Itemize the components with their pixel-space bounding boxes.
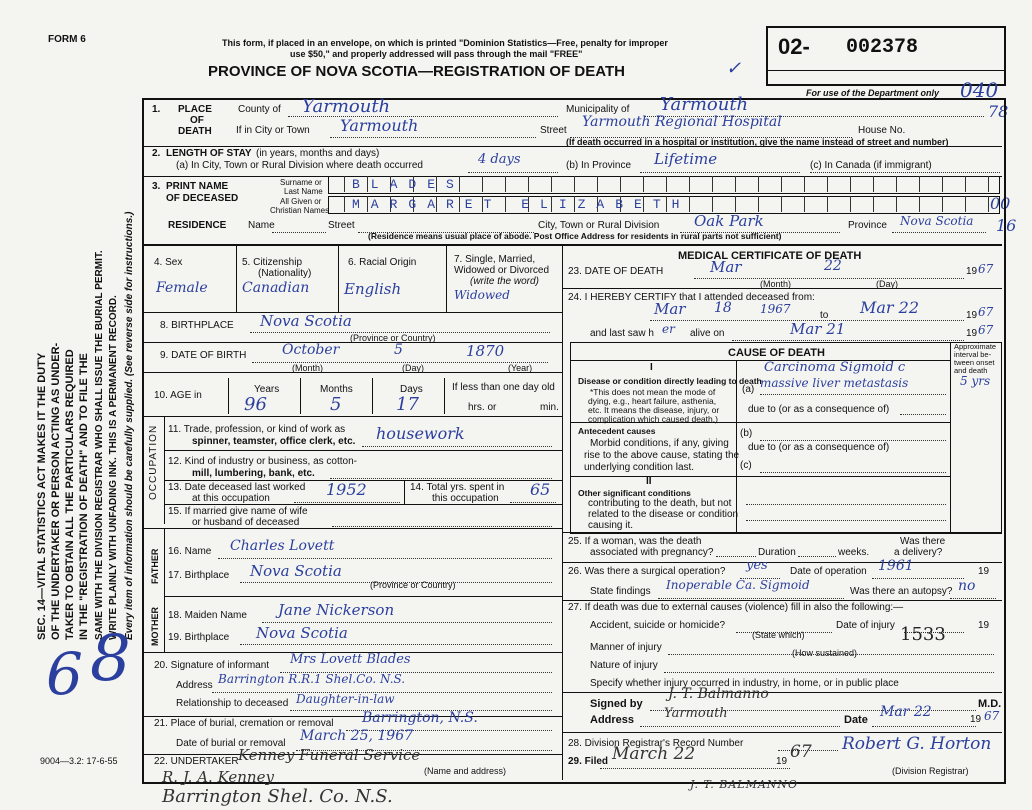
surname-label-1: Surname or <box>280 178 322 187</box>
birthplace-note: (Province or Country) <box>350 333 436 343</box>
cert-year-value[interactable]: 67 <box>984 709 1000 723</box>
age-less-label: If less than one day old <box>452 382 555 393</box>
filed-date[interactable]: March 22 <box>612 744 696 764</box>
q13-label-1: 13. Date deceased last worked <box>168 482 306 493</box>
residence-division-value[interactable]: Oak Park <box>694 212 764 230</box>
filed-year[interactable]: 67 <box>790 742 812 762</box>
age-months-value[interactable]: 5 <box>330 394 342 415</box>
stay-a-value[interactable]: 4 days <box>478 152 521 167</box>
father-birthplace-value[interactable]: Nova Scotia <box>250 562 342 580</box>
death-month-note: (Month) <box>760 279 792 289</box>
dept-use-label: For use of the Department only <box>806 88 940 98</box>
age-days-value[interactable]: 17 <box>396 394 419 415</box>
filed-label: 29. Filed <box>568 756 609 767</box>
father-name-value[interactable]: Charles Lovett <box>230 538 335 554</box>
place-label-2: OF <box>190 115 204 126</box>
print-code: 9004—3.2: 17-6-55 <box>40 756 118 766</box>
alive-year-prefix: 19 <box>966 328 978 339</box>
father-name-label: 16. Name <box>168 546 212 557</box>
envelope-note-1: This form, if placed in an envelope, on which is printed "Dominion Statistics—Free, penalty for improper <box>222 38 668 48</box>
attended-to-year-prefix: 19 <box>966 310 978 321</box>
other-note-2: related to the disease or condition <box>588 509 739 520</box>
house-label: House No. <box>858 125 906 136</box>
side-instruction-3: TAKER TO OBTAIN ALL THE PARTICULARS REQUIRED <box>64 349 76 640</box>
name-num: 3. <box>152 181 161 192</box>
registrar-signature[interactable]: Robert G. Horton <box>842 734 992 754</box>
street-label: Street <box>540 125 567 136</box>
check-mark: ✓ <box>726 58 742 79</box>
place-num: 1. <box>152 104 161 115</box>
dob-year-note: (Year) <box>508 363 533 373</box>
state-which-note: (State which) <box>752 630 805 640</box>
cause-title: CAUSE OF DEATH <box>728 347 825 359</box>
attended-from-year[interactable]: 1967 <box>760 302 791 316</box>
record-number-label: 28. Division Registrar's Record Number <box>568 738 744 749</box>
registrar-note: (Division Registrar) <box>892 766 969 776</box>
residence-street-label: Street <box>328 220 355 231</box>
residence-province-label: Province <box>848 220 887 231</box>
external-causes-label: 27. If death was due to external causes (violence) fill in also the following:— <box>568 602 904 613</box>
burial-place-label: 21. Place of burial, cremation or removal <box>154 718 334 729</box>
racial-label: 6. Racial Origin <box>348 257 417 268</box>
md-label: M.D. <box>978 698 1002 710</box>
dob-day-note: (Day) <box>402 363 424 373</box>
father-birthplace-note: (Province or Country) <box>370 580 456 590</box>
hospital-note: (If death occurred in a hospital or institution, give the name instead of street and number) <box>566 137 949 147</box>
q15-label-1: 15. If married give name of wife <box>168 506 308 517</box>
cert-address-label: Address <box>590 714 635 726</box>
q13-value[interactable]: 1952 <box>326 480 367 499</box>
stay-b-value[interactable]: Lifetime <box>654 150 718 168</box>
q12-label-1: 12. Kind of industry or business, as cotton- <box>168 456 357 467</box>
reg-prefix: 02- <box>778 34 810 59</box>
immediate-note-4: complication which caused death.) <box>588 414 718 424</box>
informant-address-label: Address <box>176 680 213 691</box>
side-instruction-4: IN THE "REGISTRATION OF DEATH" AND TO FILE THE <box>78 353 90 640</box>
alive-on-label: alive on <box>690 328 725 339</box>
residence-division-label: City, Town or Rural Division <box>538 220 660 231</box>
stay-b-label: (b) In Province <box>566 160 632 171</box>
cause-a-line-1[interactable]: Carcinoma Sigmoid c <box>764 360 906 375</box>
cert-date-label: Date <box>844 714 868 726</box>
attended-to-year[interactable]: 67 <box>978 305 994 319</box>
side-instruction-6: WRITE PLAINLY WITH UNFADING INK. THIS IS A PERMANENT RECORD. <box>108 295 119 640</box>
interval-label-2: interval be- <box>954 350 992 359</box>
other-conditions-label: Other significant conditions <box>578 488 691 498</box>
age-min-label: min. <box>540 402 559 413</box>
interval-label-3: tween onset <box>954 358 995 367</box>
date-of-death-label: 23. DATE OF DEATH <box>568 266 664 277</box>
city-value[interactable]: Yarmouth <box>340 116 419 135</box>
mother-name-label: 18. Maiden Name <box>168 610 247 621</box>
death-day-note: (Day) <box>876 279 898 289</box>
undertaker-stamp-2: Barrington Shel. Co. N.S. <box>162 786 393 807</box>
age-hrs-label: hrs. or <box>468 402 497 413</box>
death-day[interactable]: 22 <box>824 258 842 274</box>
marital-label-1: 7. Single, Married, <box>454 254 536 265</box>
dept-code-1: 040 <box>960 78 999 102</box>
interval-a-value[interactable]: 5 yrs <box>960 374 991 388</box>
burial-date-label: Date of burial or removal <box>176 738 286 749</box>
age-years-value[interactable]: 96 <box>244 394 267 415</box>
margin-mark-8: 8 <box>90 622 131 696</box>
stay-label: LENGTH OF STAY <box>166 148 252 159</box>
nature-label: Nature of injury <box>590 660 658 671</box>
marital-label-3: (write the word) <box>470 276 539 287</box>
cause-a-label: (a) <box>742 384 755 395</box>
father-side-label: FATHER <box>150 548 160 584</box>
mother-side-label: MOTHER <box>150 607 160 646</box>
father-birthplace-label: 17. Birthplace <box>168 570 230 581</box>
attended-from-day[interactable]: 18 <box>714 300 732 316</box>
given-value[interactable]: MARGARET ELIZABETH <box>352 197 691 212</box>
death-month[interactable]: Mar <box>710 258 742 276</box>
age-label: 10. AGE in <box>154 390 202 401</box>
antecedent-note-1: Morbid conditions, if any, giving <box>590 438 729 449</box>
death-year[interactable]: 67 <box>978 262 994 276</box>
q14-label-2: this occupation <box>432 493 499 504</box>
q14-value[interactable]: 65 <box>530 480 551 499</box>
residence-province-value[interactable]: Nova Scotia <box>900 214 974 228</box>
stay-c-label: (c) In Canada (if immigrant) <box>810 160 932 171</box>
q13-label-2: at this occupation <box>192 493 270 504</box>
q14-label-1: 14. Total yrs. spent in <box>410 482 505 493</box>
name-label-2: OF DECEASED <box>166 193 239 204</box>
stay-a-label: (a) In City, Town or Rural Division where death occurred <box>176 160 423 171</box>
operation-label: 26. Was there a surgical operation? <box>568 566 726 577</box>
side-instruction-1: SEC. 14—VITAL STATISTICS ACT MAKES IT THE DUTY <box>36 352 48 640</box>
birthplace-value[interactable]: Nova Scotia <box>260 312 352 330</box>
side-instruction-5: SAME WITH THE DIVISION REGISTRAR WHO SHALL ISSUE THE BURIAL PERMIT. <box>94 250 105 640</box>
side-instruction-2: OF THE UNDERTAKER OR PERSON ACTING AS UNDER- <box>50 342 62 640</box>
undertaker-label: 22. UNDERTAKER <box>154 756 239 767</box>
residence-label: RESIDENCE <box>168 220 227 231</box>
envelope-note-2: use $50," and properly addressed will pass through the mail "FREE" <box>290 49 583 59</box>
reg-number: 002378 <box>846 36 919 59</box>
manner-label: Manner of injury <box>590 642 662 653</box>
dept-code-2: 78 <box>988 102 1009 121</box>
relationship-value[interactable]: Daughter-in-law <box>296 692 395 706</box>
name-label-1: PRINT NAME <box>166 181 229 192</box>
q15-label-2: or husband of deceased <box>192 517 300 528</box>
immediate-note-2: dying, e.g., heart failure, asthenia, <box>588 396 717 406</box>
cert-address-value[interactable]: Yarmouth <box>664 706 728 721</box>
autopsy-label: Was there an autopsy? <box>850 586 953 597</box>
duration-label: Duration <box>758 547 796 558</box>
specify-label: Specify whether injury occurred in industry, in home, or in public place <box>590 678 899 689</box>
antecedent-label: Antecedent causes <box>578 426 656 436</box>
last-saw-label: and last saw h <box>590 328 654 339</box>
citizenship-note: (Nationality) <box>258 268 312 279</box>
surname-label-2: Last Name <box>284 187 323 196</box>
dob-year[interactable]: 1870 <box>466 342 505 360</box>
age-days-label: Days <box>400 384 423 395</box>
mother-birthplace-value[interactable]: Nova Scotia <box>256 624 348 642</box>
stay-label-note: (in years, months and days) <box>256 148 380 159</box>
occupation-side-label: OCCUPATION <box>148 424 159 500</box>
place-label-3: DEATH <box>178 126 212 137</box>
cause-c-label: (c) <box>740 460 752 471</box>
weeks-label: weeks. <box>838 547 870 558</box>
due-to-b: due to (or as a consequence of) <box>748 442 890 453</box>
street-value[interactable]: Yarmouth Regional Hospital <box>582 114 782 130</box>
mother-birthplace-label: 19. Birthplace <box>168 632 230 643</box>
q11-label-1: 11. Trade, profession, or kind of work as <box>168 424 346 435</box>
burial-date-value[interactable]: March 25, 1967 <box>300 728 414 744</box>
surname-value[interactable]: BLADES <box>352 177 465 192</box>
cert-year-prefix: 19 <box>970 714 982 725</box>
age-years-label: Years <box>254 384 280 395</box>
dob-month[interactable]: October <box>282 342 340 358</box>
part-1-label: I <box>650 362 653 373</box>
citizenship-value[interactable]: Canadian <box>242 280 310 296</box>
medical-title: MEDICAL CERTIFICATE OF DEATH <box>678 250 862 262</box>
municipality-label: Municipality of <box>566 104 630 115</box>
how-sustained-note: (How sustained) <box>792 648 858 658</box>
cause-b-label: (b) <box>740 428 753 439</box>
findings-label: State findings <box>590 586 651 597</box>
city-label: If in City or Town <box>236 125 310 136</box>
birthplace-label: 8. BIRTHPLACE <box>160 320 234 331</box>
attended-to-label: to <box>820 310 829 321</box>
alive-on-date[interactable]: Mar 21 <box>790 320 846 338</box>
registrar-stamp: J. T. BALMANNO <box>690 778 799 791</box>
side-instruction-7: Every item of information should be carefully supplied. (See reverse side for instructions.) <box>124 211 135 640</box>
county-label: County of <box>238 104 281 115</box>
marital-label-2: Widowed or Divorced <box>454 265 550 276</box>
form-title: PROVINCE OF NOVA SCOTIA—REGISTRATION OF DEATH <box>208 63 625 80</box>
interval-label-1: Approximate <box>954 342 997 351</box>
informant-address[interactable]: Barrington R.R.1 Shel.Co. N.S. <box>218 672 406 686</box>
informant-signature[interactable]: Mrs Lovett Blades <box>290 652 411 667</box>
immediate-note-3: etc. It means the disease, injury, or <box>588 405 720 415</box>
given-label-1: All Given or <box>280 197 322 206</box>
q12-label-2: mill, lumbering, bank, etc. <box>192 468 315 479</box>
q25-label-2: associated with pregnancy? <box>590 547 714 558</box>
death-year-prefix: 19 <box>966 266 978 277</box>
undertaker-value[interactable]: Kenney Funeral Service <box>238 746 421 764</box>
relationship-label: Relationship to deceased <box>176 698 289 709</box>
attended-from-month[interactable]: Mar <box>654 300 686 318</box>
interval-label-4: and death <box>954 366 988 375</box>
operation-value[interactable]: yes <box>746 558 768 573</box>
given-label-2: Christian Names <box>270 206 330 215</box>
q11-value[interactable]: housework <box>376 424 465 443</box>
dob-month-note: (Month) <box>292 363 324 373</box>
signed-by-label: Signed by <box>590 698 643 710</box>
dept-code-4: 16 <box>996 216 1017 235</box>
burial-place-value[interactable]: Barrington, N.S. <box>362 710 478 726</box>
immediate-cause-label: Disease or condition directly leading to death <box>578 376 762 386</box>
other-note-3: causing it. <box>588 520 634 531</box>
dob-label: 9. DATE OF BIRTH <box>160 350 247 361</box>
sex-label: 4. Sex <box>154 257 183 268</box>
municipality-value[interactable]: Yarmouth <box>660 94 749 115</box>
due-to-a: due to (or as a consequence of) <box>748 404 890 415</box>
marital-value[interactable]: Widowed <box>454 288 510 302</box>
operation-year-prefix: 19 <box>978 566 990 577</box>
reg-box-divider <box>766 70 1004 71</box>
autopsy-value[interactable]: no <box>958 578 976 594</box>
sex-value[interactable]: Female <box>156 280 208 296</box>
dept-code-3: 00 <box>990 194 1011 213</box>
cause-a-line-2[interactable]: massive liver metastasis <box>760 376 909 390</box>
residence-name-label: Name <box>248 220 275 231</box>
delivery-label-1: Was there <box>900 536 946 547</box>
immediate-note-1: *This does not mean the mode of <box>590 387 716 397</box>
delivery-label-2: a delivery? <box>894 547 943 558</box>
accident-label: Accident, suicide or homicide? <box>590 620 726 631</box>
findings-value[interactable]: Inoperable Ca. Sigmoid <box>666 578 810 592</box>
citizenship-label: 5. Citizenship <box>242 257 303 268</box>
antecedent-note-3: underlying condition last. <box>584 462 695 473</box>
stay-num: 2. <box>152 148 161 159</box>
operation-date-value[interactable]: 1961 <box>878 558 914 574</box>
injury-year-prefix: 19 <box>978 620 990 631</box>
residence-note: (Residence means usual place of abode. Post Office Address for residents in rural parts not sufficient) <box>368 231 782 241</box>
filed-year-prefix: 19 <box>776 756 788 767</box>
alive-year[interactable]: 67 <box>978 323 994 337</box>
operation-date-label: Date of operation <box>790 566 867 577</box>
manner-code[interactable]: 1533 <box>900 624 946 645</box>
cert-date-value[interactable]: Mar 22 <box>880 704 932 720</box>
attended-to-date[interactable]: Mar 22 <box>860 298 920 317</box>
antecedent-note-2: rise to the above cause, stating the <box>584 450 740 461</box>
dob-day[interactable]: 5 <box>394 342 403 358</box>
part-2-label: II <box>646 476 652 487</box>
q25-label-1: 25. If a woman, was the death <box>568 536 702 547</box>
age-months-label: Months <box>320 384 353 395</box>
last-saw-suffix[interactable]: er <box>662 322 675 336</box>
q11-label-2: spinner, teamster, office clerk, etc. <box>192 436 356 447</box>
undertaker-note: (Name and address) <box>424 766 507 776</box>
attended-label: 24. I HEREBY CERTIFY that I attended deceased from: <box>568 292 815 303</box>
form-number: FORM 6 <box>48 34 86 45</box>
injury-date-label: Date of injury <box>836 620 895 631</box>
informant-label: 20. Signature of informant <box>154 660 270 671</box>
other-note-1: contributing to the death, but not <box>588 498 732 509</box>
signed-by-value[interactable]: J. T. Balmanno <box>668 686 769 702</box>
mother-name-value[interactable]: Jane Nickerson <box>278 601 395 619</box>
county-value[interactable]: Yarmouth <box>302 96 391 117</box>
racial-value[interactable]: English <box>344 280 402 298</box>
place-label-1: PLACE <box>178 104 212 115</box>
margin-mark-6: 6 <box>46 640 83 708</box>
undertaker-stamp-1: R. J. A. Kenney <box>162 768 274 786</box>
